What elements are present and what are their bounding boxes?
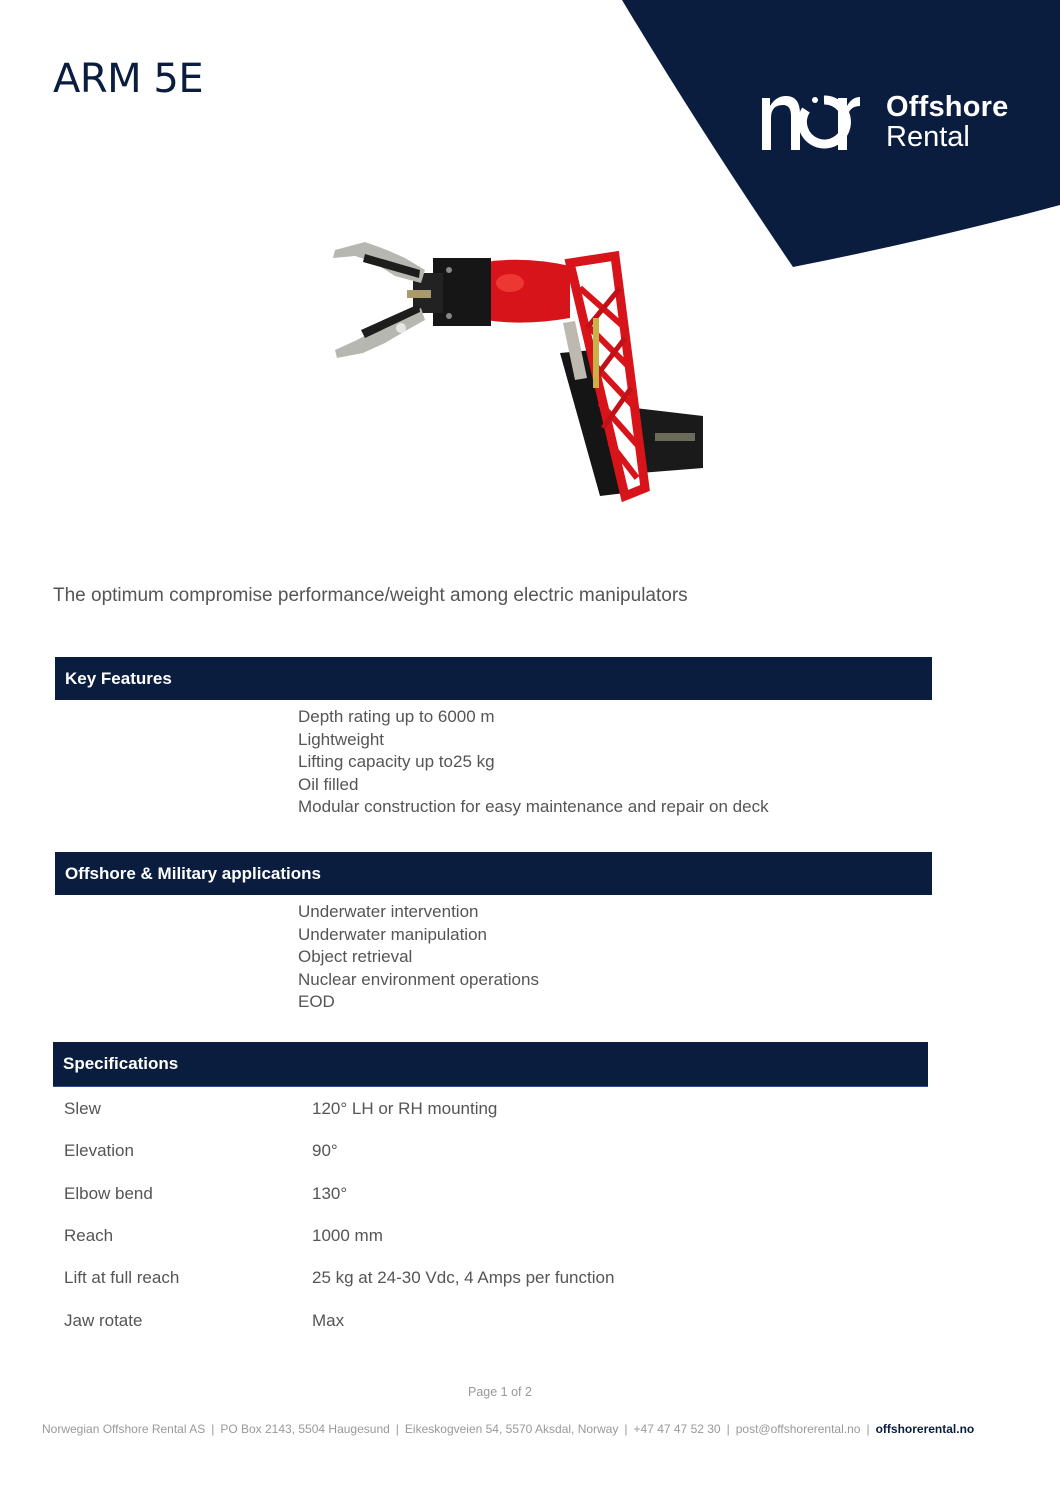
nor-logo-mark-icon [760,92,860,152]
section-header-applications [55,852,932,895]
footer-website-link[interactable]: offshorerental.no [875,1422,975,1436]
footer-separator: | [624,1422,628,1436]
spec-value: 130° [312,1184,348,1203]
spec-label: Elbow bend [64,1184,153,1203]
spec-value: 90° [312,1141,338,1160]
spec-label: Jaw rotate [64,1311,143,1330]
list-item: Nuclear environment operations [298,969,539,989]
section-header-specifications [53,1042,928,1087]
spec-value: 120° LH or RH mounting [312,1099,498,1118]
section-header-key-features [55,657,932,700]
footer-email-link[interactable]: post@offshorerental.no [735,1422,861,1436]
spec-value: 25 kg at 24-30 Vdc, 4 Amps per function [312,1268,615,1287]
footer-phone[interactable]: +47 47 47 52 30 [633,1422,721,1436]
logo-text-offshore: Offshore [886,91,1009,123]
footer-address: Eikeskogveien 54, 5570 Aksdal, Norway [404,1422,619,1436]
key-features-list [298,706,769,819]
spec-label: Slew [64,1099,101,1118]
logo-text-rental: Rental [886,121,970,153]
page-number: Page 1 of 2 [468,1385,532,1399]
section-title: Key Features [65,668,172,688]
spec-label: Lift at full reach [64,1268,180,1287]
spec-value: Max [312,1311,345,1330]
footer-separator: | [866,1422,870,1436]
spec-label: Reach [64,1226,114,1245]
list-item: Underwater intervention [298,902,479,921]
list-item: Depth rating up to 6000 m [298,707,495,726]
list-item: Oil filled [298,774,359,794]
list-item: Modular construction for easy maintenance and repair on deck [298,797,769,816]
footer-separator: | [211,1422,215,1436]
footer-separator: | [395,1422,399,1436]
spec-label: Elevation [64,1141,134,1160]
spec-value: 1000 mm [312,1226,383,1245]
product-image-manipulator-arm [325,228,705,503]
list-item: EOD [298,992,335,1011]
company-logo [760,92,1008,152]
footer-po-box: PO Box 2143, 5504 Haugesund [220,1422,390,1436]
section-title: Specifications [63,1054,179,1073]
footer [42,1422,974,1436]
footer-separator: | [726,1422,730,1436]
applications-list [298,901,539,1014]
product-tagline: The optimum compromise performance/weight among electric manipulators [53,585,688,606]
footer-company: Norwegian Offshore Rental AS [42,1422,206,1436]
list-item: Underwater manipulation [298,924,487,944]
list-item: Object retrieval [298,947,413,966]
list-item: Lightweight [298,729,385,749]
list-item: Lifting capacity up to25 kg [298,752,495,771]
section-title: Offshore & Military applications [65,863,321,883]
page-title: ARM 5E [53,56,204,102]
